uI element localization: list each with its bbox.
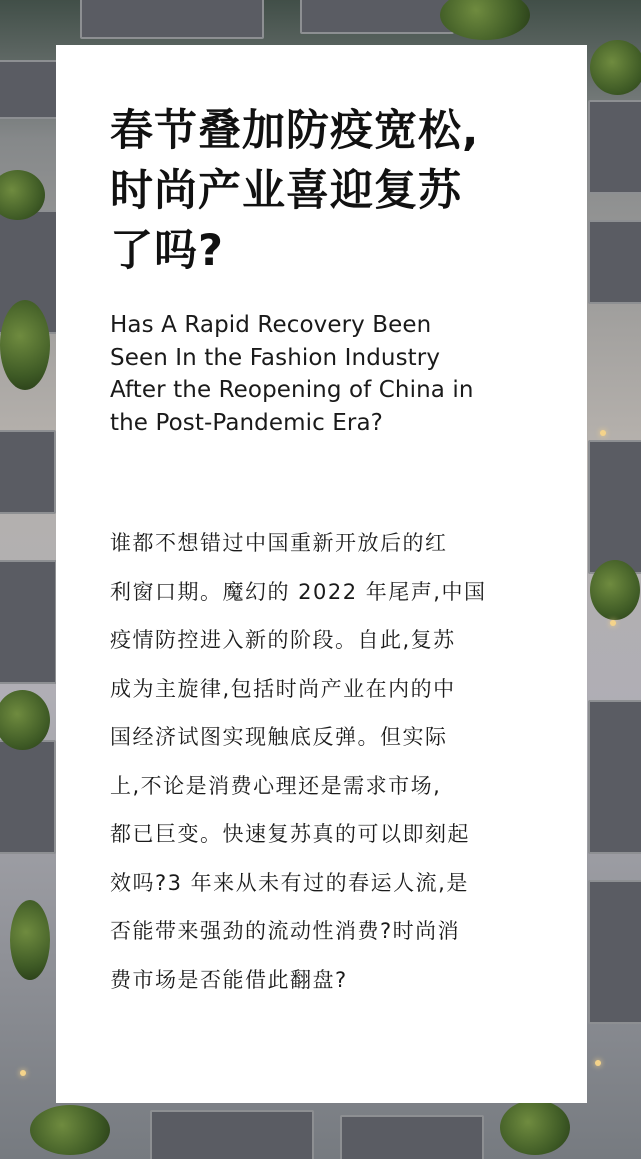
body-paragraph xyxy=(110,519,550,1004)
rooftop xyxy=(0,560,57,684)
chinese-title-line: 春节叠加防疫宽松, xyxy=(110,106,480,156)
english-subtitle-line: After the Reopening of China in xyxy=(110,377,474,403)
lantern-light xyxy=(610,620,616,626)
chinese-title-line: 了吗? xyxy=(110,226,224,276)
tree xyxy=(440,0,530,40)
tree xyxy=(10,900,50,980)
rooftop xyxy=(588,100,641,194)
body-line: 费市场是否能借此翻盘? xyxy=(110,967,348,992)
body-line: 都已巨变。快速复苏真的可以即刻起 xyxy=(110,822,470,846)
english-subtitle xyxy=(110,309,550,439)
english-subtitle-line: the Post-Pandemic Era? xyxy=(110,409,383,436)
article-card xyxy=(56,45,587,1103)
body-line: 利窗口期。魔幻的 2022 年尾声,中国 xyxy=(110,579,487,604)
tree xyxy=(500,1100,570,1155)
body-line: 成为主旋律,包括时尚产业在内的中 xyxy=(110,676,456,701)
body-line: 否能带来强劲的流动性消费?时尚消 xyxy=(110,919,461,943)
rooftop xyxy=(0,60,64,119)
tree xyxy=(0,300,50,390)
rooftop xyxy=(588,440,641,574)
body-line: 谁都不想错过中国重新开放后的红 xyxy=(110,531,448,555)
english-subtitle-line: Seen In the Fashion Industry xyxy=(110,344,441,371)
body-line: 上,不论是消费心理还是需求市场, xyxy=(110,773,442,798)
body-line: 效吗?3 年来从未有过的春运人流,是 xyxy=(110,870,469,895)
english-subtitle-line: Has A Rapid Recovery Been xyxy=(110,312,432,338)
chinese-title xyxy=(110,101,550,281)
tree xyxy=(590,40,641,95)
body-line: 国经济试图实现触底反弹。但实际 xyxy=(110,725,448,749)
rooftop xyxy=(340,1115,484,1159)
lantern-light xyxy=(595,1060,601,1066)
body-line: 疫情防控进入新的阶段。自此,复苏 xyxy=(110,628,456,652)
chinese-title-line: 时尚产业喜迎复苏 xyxy=(110,166,462,216)
rooftop xyxy=(300,0,454,34)
tree xyxy=(590,560,640,620)
lantern-light xyxy=(20,1070,26,1076)
rooftop xyxy=(0,430,56,514)
rooftop xyxy=(588,700,641,854)
rooftop xyxy=(0,740,56,854)
tree xyxy=(30,1105,110,1155)
rooftop xyxy=(588,220,641,304)
rooftop xyxy=(150,1110,314,1159)
rooftop xyxy=(80,0,264,39)
lantern-light xyxy=(600,430,606,436)
rooftop xyxy=(588,880,641,1024)
